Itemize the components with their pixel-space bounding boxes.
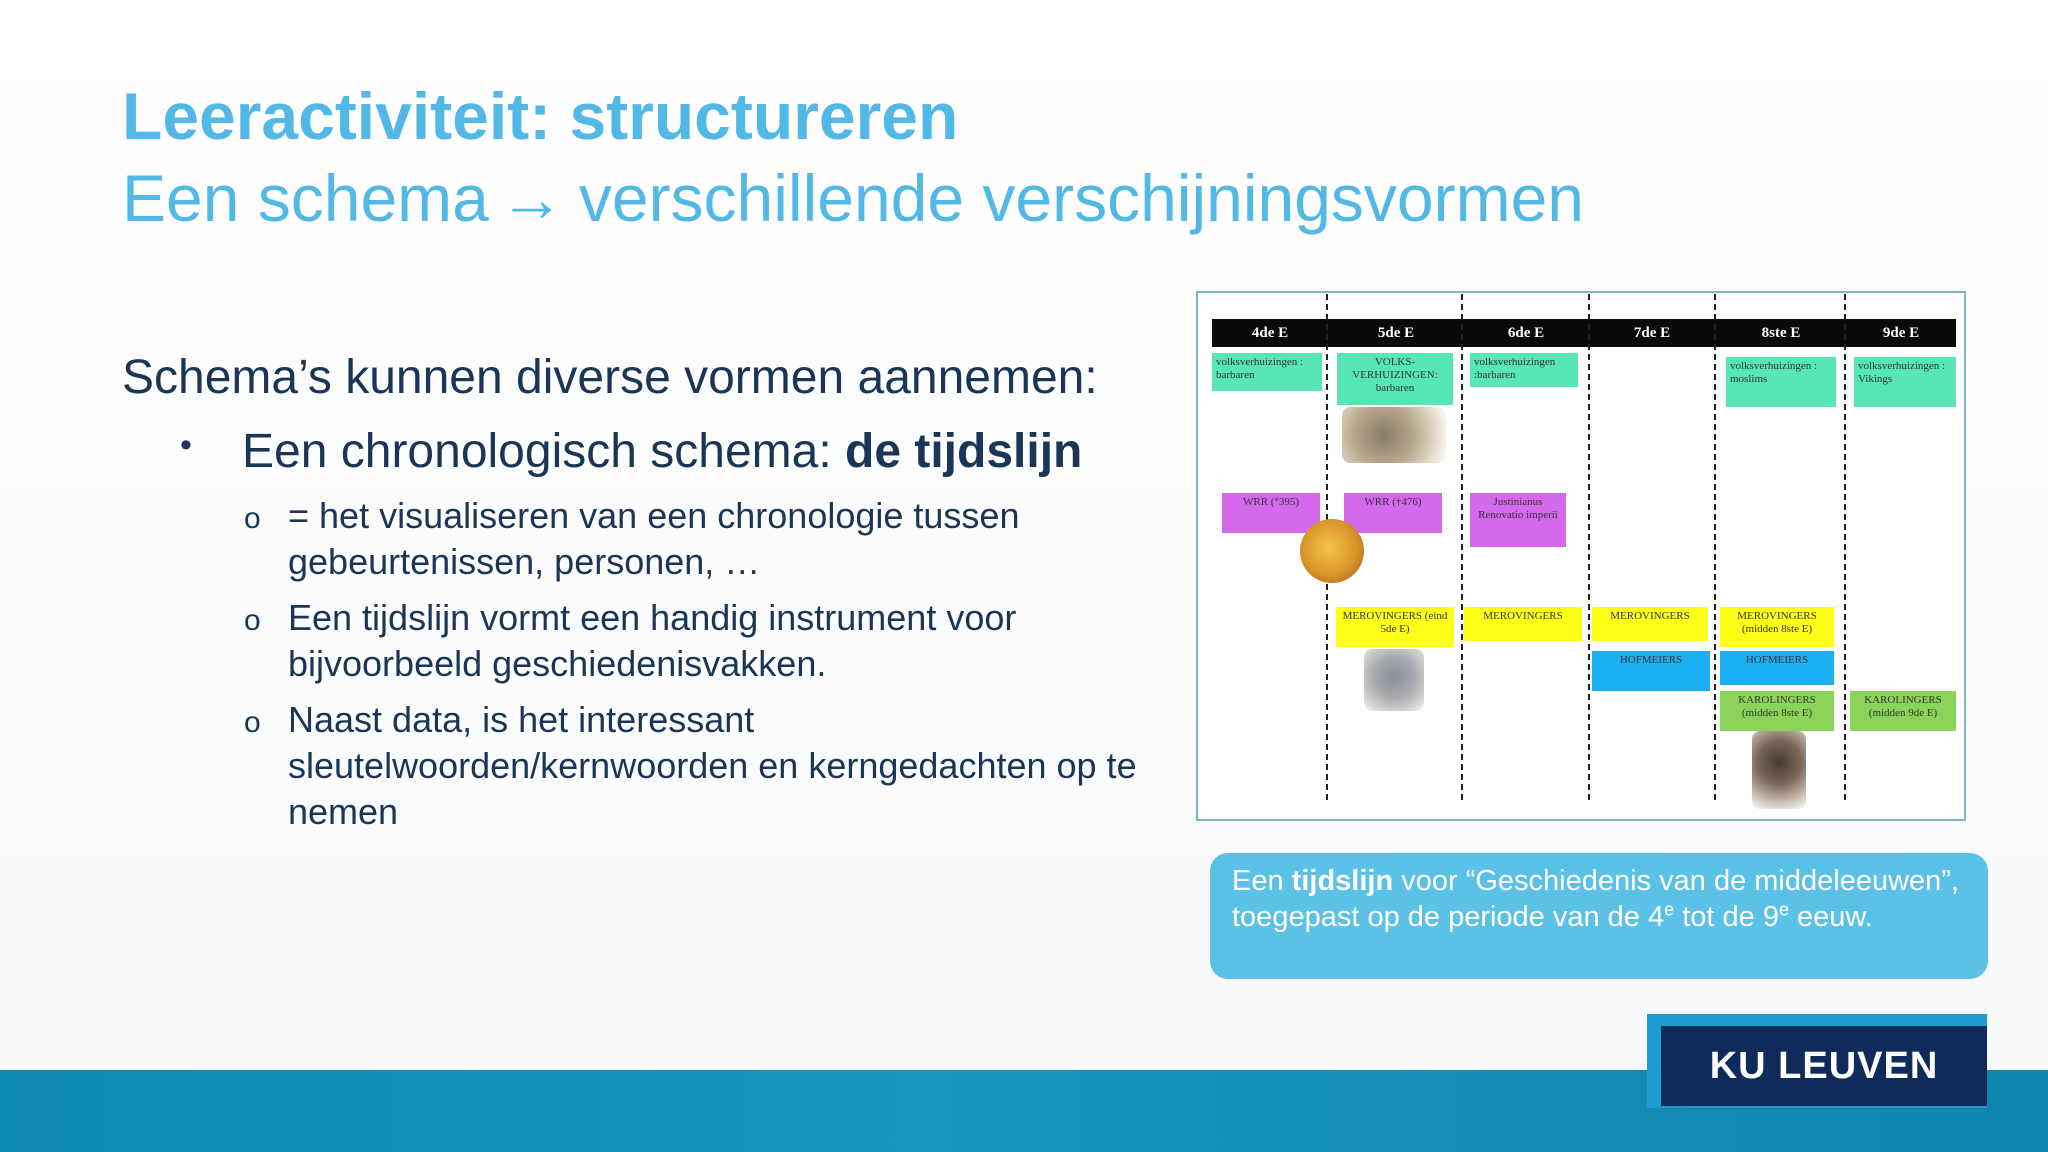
sub-marker: o xyxy=(244,604,261,637)
king-illustration xyxy=(1364,649,1424,711)
century-label: 8ste E xyxy=(1761,325,1801,341)
subtitle-suffix: verschillende verschijningsvormen xyxy=(578,161,1584,235)
century-label: 6de E xyxy=(1507,325,1545,341)
sub-item-keywords: Naast data, is het interessant sleutelwoorden/kernwoorden en kerngedachten op te nemen xyxy=(288,699,1137,832)
timeline-box-justinianus: Justinianus Renovatio imperii xyxy=(1470,493,1566,547)
timeline-box-merovingers: MEROVINGERS (eind 5de E) xyxy=(1336,607,1454,647)
timeline-box-volksverhuizingen: volksverhuizingen : moslims xyxy=(1726,357,1836,407)
horseman-illustration xyxy=(1752,731,1806,809)
bullet-marker: • xyxy=(180,426,192,464)
caption-box xyxy=(1210,853,1988,979)
caption-bold-text: tijdslijn xyxy=(1291,865,1394,897)
slide-title: Leeractiviteit: structureren xyxy=(122,79,959,153)
coin-image xyxy=(1300,519,1364,583)
timeline-box-volksverhuizingen: volksverhuizingen :barbaren xyxy=(1470,353,1578,387)
sub-item-definition: = het visualiseren van een chronologie tussen gebeurtenissen, personen, … xyxy=(288,495,1020,582)
bullet-chronological-schema xyxy=(242,424,1082,479)
subtitle-prefix: Een schema xyxy=(122,161,489,235)
century-label: 4de E xyxy=(1251,325,1289,341)
sub-marker: o xyxy=(244,502,261,535)
timeline-box-merovingers: MEROVINGERS xyxy=(1464,607,1582,641)
intro-text: Schema’s kunnen diverse vormen aannemen: xyxy=(122,351,1098,404)
caption-text: voor “Geschiedenis van de middeleeuwen”, toegepast op de periode van de 4 xyxy=(1232,865,1959,933)
timeline-box-wrr-476: WRR (†476) xyxy=(1344,493,1442,533)
century-divider xyxy=(1714,294,1716,800)
century-divider xyxy=(1588,294,1590,800)
timeline-box-hofmeiers: HOFMEIERS xyxy=(1720,651,1834,685)
timeline-box-merovingers: MEROVINGERS (midden 8ste E) xyxy=(1720,607,1834,647)
timeline-image xyxy=(1196,291,1966,821)
sub-item-instrument: Een tijdslijn vormt een handig instrument voor bijvoorbeeld geschiedenisvakken. xyxy=(288,597,1017,684)
caption-text: Een xyxy=(1232,865,1292,897)
bullet-text: Een chronologisch schema: xyxy=(242,425,845,478)
century-label: 9de E xyxy=(1882,325,1920,341)
bullet-bold-text: de tijdslijn xyxy=(845,425,1083,478)
century-divider xyxy=(1844,294,1846,800)
slide-subtitle xyxy=(122,160,1584,236)
timeline-box-merovingers: MEROVINGERS xyxy=(1592,607,1708,641)
century-divider xyxy=(1461,294,1463,800)
ku-leuven-logo: KU LEUVEN xyxy=(1661,1026,1987,1106)
timeline-box-volksverhuizingen: volksverhuizingen : barbaren xyxy=(1212,353,1322,391)
battle-illustration xyxy=(1342,407,1446,463)
timeline-box-volksverhuizingen: volksverhuizingen : Vikings xyxy=(1854,357,1956,407)
timeline-box-karolingers: KAROLINGERS (midden 8ste E) xyxy=(1720,691,1834,731)
century-label: 7de E xyxy=(1633,325,1671,341)
caption-text: eeuw. xyxy=(1788,901,1873,933)
timeline-box-hofmeiers: HOFMEIERS xyxy=(1592,651,1710,691)
timeline-box-volksverhuizingen: VOLKS-VERHUIZINGEN: barbaren xyxy=(1337,353,1453,405)
caption-superscript: e xyxy=(1664,899,1675,920)
sub-marker: o xyxy=(244,706,261,739)
arrow-icon: → xyxy=(498,161,565,235)
caption-superscript: e xyxy=(1778,899,1789,920)
timeline-box-wrr-395: WRR (°395) xyxy=(1222,493,1320,533)
timeline-box-karolingers: KAROLINGERS (midden 9de E) xyxy=(1850,691,1956,731)
caption-text: tot de 9 xyxy=(1674,901,1779,933)
century-label: 5de E xyxy=(1377,325,1415,341)
